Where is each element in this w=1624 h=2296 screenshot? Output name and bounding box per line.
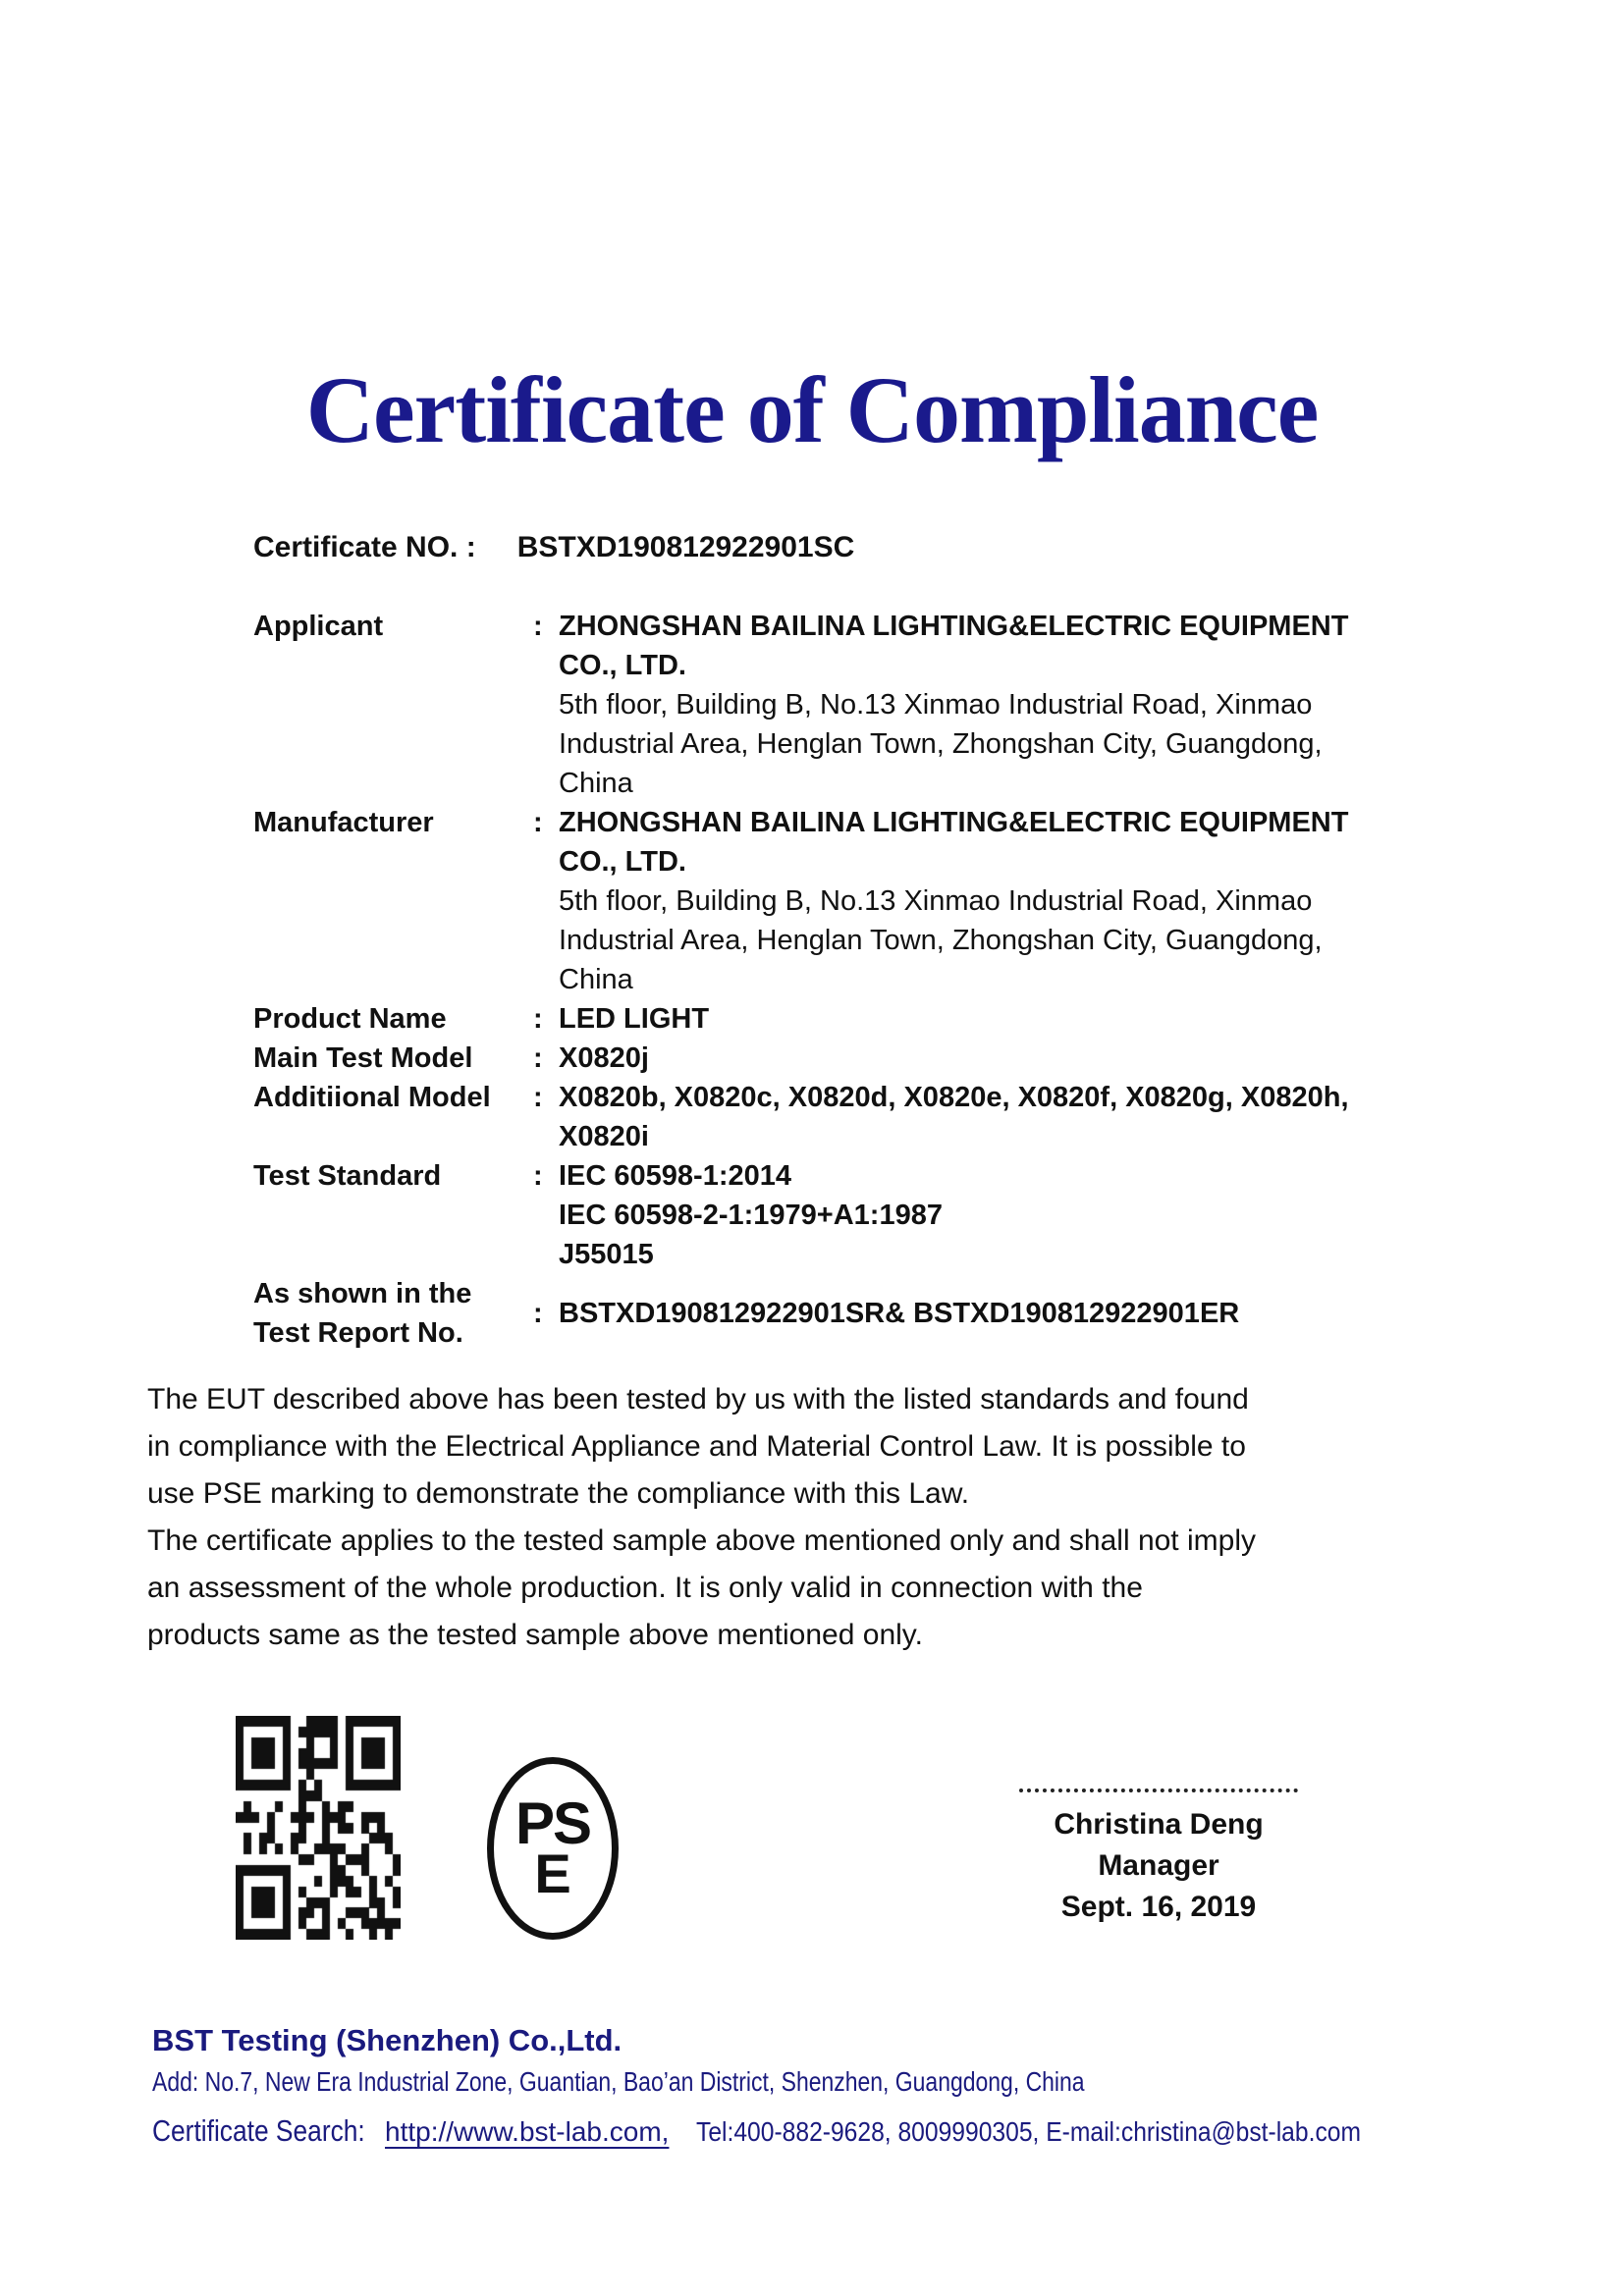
test-standard-line: J55015 <box>559 1239 654 1270</box>
field-colon: : <box>533 807 543 838</box>
pse-mark-icon <box>487 1757 619 1940</box>
manufacturer-company-line: CO., LTD. <box>559 846 686 878</box>
body-line: in compliance with the Electrical Appliance and Material Control Law. It is possible to <box>147 1430 1246 1463</box>
manufacturer-address-line: 5th floor, Building B, No.13 Xinmao Industrial Road, Xinmao <box>559 885 1313 917</box>
applicant-address-line: Industrial Area, Henglan Town, Zhongshan City, Guangdong, <box>559 728 1323 760</box>
applicant-value <box>559 607 1434 803</box>
certificate-number-label: Certificate NO. : <box>253 531 476 563</box>
test-report-value: BSTXD190812922901SR& BSTXD190812922901ER <box>559 1298 1240 1329</box>
manufacturer-address-line: China <box>559 964 633 995</box>
manufacturer-value <box>559 803 1434 999</box>
test-report-label <box>253 1274 533 1353</box>
applicant-company-line: ZHONGSHAN BAILINA LIGHTING&ELECTRIC EQUIPMENT <box>559 611 1349 642</box>
test-report-label-line: Test Report No. <box>253 1317 463 1349</box>
additional-model-value <box>559 1078 1434 1156</box>
field-colon: : <box>533 1298 543 1329</box>
main-test-model-label: Main Test Model <box>253 1042 473 1074</box>
body-text <box>147 1376 1453 1659</box>
page-title: Certificate of Compliance <box>305 357 1319 462</box>
field-row-main-test-model <box>253 1039 1434 1078</box>
test-report-label-line: As shown in the <box>253 1278 472 1309</box>
field-colon: : <box>533 1042 543 1074</box>
field-row-applicant <box>253 607 1434 803</box>
certificate-search-label: Certificate Search: <box>152 2113 365 2148</box>
field-row-test-report <box>253 1274 1434 1353</box>
body-line: use PSE marking to demonstrate the compliance with this Law. <box>147 1477 970 1510</box>
certificate-number-row <box>253 528 854 567</box>
field-row-manufacturer <box>253 803 1434 999</box>
body-line: The certificate applies to the tested sample above mentioned only and shall not imply <box>147 1524 1256 1557</box>
signature-dotted-line <box>1019 1789 1298 1792</box>
footer <box>152 2022 1527 2152</box>
footer-company-name: BST Testing (Shenzhen) Co.,Ltd. <box>152 2023 623 2057</box>
field-row-additional-model <box>253 1078 1434 1156</box>
additional-model-line: X0820i <box>559 1121 649 1152</box>
additional-model-line: X0820b, X0820c, X0820d, X0820e, X0820f, X0820g, X0820h, <box>559 1082 1349 1113</box>
certificate-search-link[interactable]: http://www.bst-lab.com, <box>385 2116 670 2147</box>
footer-search-row <box>152 2111 1527 2152</box>
certificate-fields <box>253 607 1434 1353</box>
test-standard-label: Test Standard <box>253 1160 442 1192</box>
applicant-company-line: CO., LTD. <box>559 650 686 681</box>
footer-contact-info: Tel:400-882-9628, 8009990305, E-mail:christina@bst-lab.com <box>696 2116 1362 2147</box>
field-colon: : <box>533 1082 543 1113</box>
manufacturer-address-line: Industrial Area, Henglan Town, Zhongshan City, Guangdong, <box>559 925 1323 956</box>
test-standard-line: IEC 60598-2-1:1979+A1:1987 <box>559 1200 943 1231</box>
field-colon: : <box>533 611 543 642</box>
footer-address <box>152 2065 1527 2104</box>
signer-title: Manager <box>1098 1849 1219 1882</box>
pse-mark-text-top: PS <box>514 1790 591 1856</box>
applicant-address-line: 5th floor, Building B, No.13 Xinmao Industrial Road, Xinmao <box>559 689 1313 721</box>
applicant-address-line: China <box>559 768 633 799</box>
field-colon: : <box>533 1160 543 1192</box>
pse-mark-text-bottom: E <box>534 1842 571 1904</box>
signature-date: Sept. 16, 2019 <box>1060 1891 1257 1923</box>
signer-name: Christina Deng <box>1054 1808 1264 1841</box>
field-row-product-name <box>253 999 1434 1039</box>
additional-model-label: Additiional Model <box>253 1082 491 1113</box>
manufacturer-label: Manufacturer <box>253 807 434 838</box>
certificate-number-value: BSTXD190812922901SC <box>516 531 855 563</box>
body-line: The EUT described above has been tested by us with the listed standards and found <box>147 1383 1249 1415</box>
qr-code <box>236 1716 401 1940</box>
product-name-label: Product Name <box>253 1003 447 1035</box>
field-row-test-standard <box>253 1156 1434 1274</box>
test-standard-value <box>559 1156 1434 1274</box>
field-colon: : <box>533 1003 543 1035</box>
body-line: an assessment of the whole production. It is only valid in connection with the <box>147 1572 1143 1604</box>
body-line: products same as the tested sample above mentioned only. <box>147 1619 923 1651</box>
applicant-label: Applicant <box>253 611 384 642</box>
footer-address-text: Add: No.7, New Era Industrial Zone, Guantian, Bao’an District, Shenzhen, Guangdong, China <box>152 2066 1085 2097</box>
test-standard-line: IEC 60598-1:2014 <box>559 1160 791 1192</box>
product-name-value: LED LIGHT <box>559 1003 710 1035</box>
main-test-model-value: X0820j <box>559 1042 649 1074</box>
signature-block <box>1011 1789 1306 1928</box>
manufacturer-company-line: ZHONGSHAN BAILINA LIGHTING&ELECTRIC EQUIPMENT <box>559 807 1349 838</box>
